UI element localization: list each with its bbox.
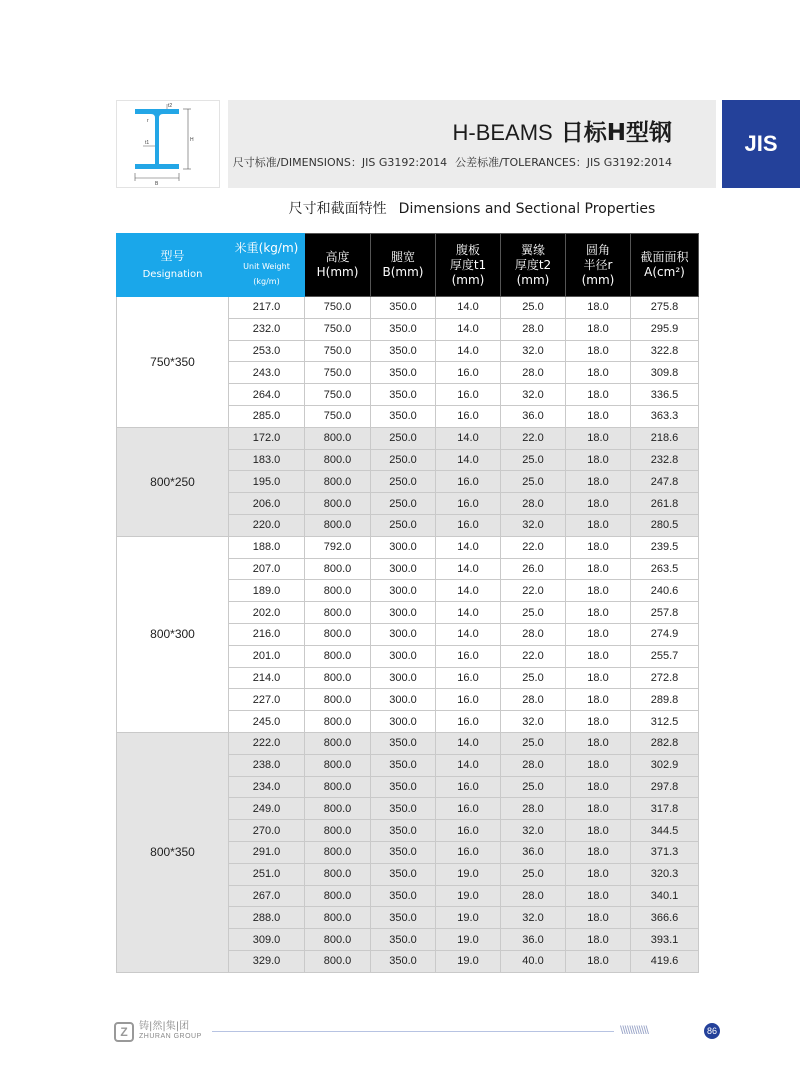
section-title-cn: 尺寸和截面特性 — [288, 201, 387, 217]
table-cell: 800.0 — [305, 711, 371, 733]
table-cell: 320.3 — [631, 863, 699, 885]
table-cell: 800.0 — [305, 493, 371, 515]
table-cell: 363.3 — [631, 405, 699, 427]
table-cell: 350.0 — [371, 297, 436, 319]
table-cell: 297.8 — [631, 776, 699, 798]
table-cell: 18.0 — [566, 929, 631, 951]
table-cell: 16.0 — [436, 841, 501, 863]
t2-label: t2 — [168, 103, 173, 109]
header-web-thickness — [436, 234, 501, 297]
table-cell: 14.0 — [436, 558, 501, 580]
table-cell: 16.0 — [436, 514, 501, 536]
footer-divider — [212, 1031, 614, 1032]
table-cell: 261.8 — [631, 493, 699, 515]
table-cell: 800.0 — [305, 885, 371, 907]
table-cell: 18.0 — [566, 514, 631, 536]
header-radius — [566, 234, 631, 297]
table-cell: 322.8 — [631, 340, 699, 362]
designation-cell: 750*350 — [117, 297, 229, 428]
table-cell: 340.1 — [631, 885, 699, 907]
table-cell: 350.0 — [371, 405, 436, 427]
table-cell: 239.5 — [631, 536, 699, 558]
table-cell: 32.0 — [501, 711, 566, 733]
table-cell: 280.5 — [631, 514, 699, 536]
table-cell: 336.5 — [631, 384, 699, 406]
table-cell: 207.0 — [229, 558, 305, 580]
table-cell: 800.0 — [305, 929, 371, 951]
t1-label: t1 — [145, 140, 150, 146]
table-cell: 25.0 — [501, 449, 566, 471]
company-name-en: ZHURAN GROUP — [139, 1033, 202, 1040]
table-cell: 201.0 — [229, 645, 305, 667]
header-designation-en: Designation — [142, 268, 203, 280]
table-cell: 18.0 — [566, 885, 631, 907]
table-cell: 18.0 — [566, 798, 631, 820]
table-cell: 14.0 — [436, 297, 501, 319]
table-cell: 32.0 — [501, 384, 566, 406]
dimensions-standard: 尺寸标准/DIMENSIONS：JIS G3192:2014 — [232, 156, 448, 169]
table-cell: 32.0 — [501, 340, 566, 362]
table-cell: 28.0 — [501, 754, 566, 776]
header-designation — [117, 234, 229, 297]
dimensions-table — [116, 233, 699, 973]
table-cell: 350.0 — [371, 776, 436, 798]
table-cell: 263.5 — [631, 558, 699, 580]
table-cell: 214.0 — [229, 667, 305, 689]
table-cell: 800.0 — [305, 580, 371, 602]
table-cell: 218.6 — [631, 427, 699, 449]
table-cell: 350.0 — [371, 885, 436, 907]
table-cell: 16.0 — [436, 471, 501, 493]
table-cell: 800.0 — [305, 471, 371, 493]
table-cell: 28.0 — [501, 318, 566, 340]
table-cell: 419.6 — [631, 950, 699, 972]
table-cell: 800.0 — [305, 820, 371, 842]
table-cell: 393.1 — [631, 929, 699, 951]
table-cell: 25.0 — [501, 297, 566, 319]
header-designation-cn: 型号 — [160, 248, 185, 263]
table-cell: 350.0 — [371, 863, 436, 885]
page-number: 86 — [704, 1023, 720, 1039]
footer-slashes: \\\\\\\\\\\\ — [620, 1023, 649, 1037]
table-cell: 274.9 — [631, 623, 699, 645]
table-cell: 19.0 — [436, 863, 501, 885]
table-cell: 302.9 — [631, 754, 699, 776]
h-label: H — [190, 137, 194, 143]
table-cell: 227.0 — [229, 689, 305, 711]
table-cell: 800.0 — [305, 667, 371, 689]
table-cell: 189.0 — [229, 580, 305, 602]
table-cell: 250.0 — [371, 427, 436, 449]
table-cell: 16.0 — [436, 384, 501, 406]
table-cell: 16.0 — [436, 820, 501, 842]
table-cell: 172.0 — [229, 427, 305, 449]
header-flange-thickness — [501, 234, 566, 297]
table-cell: 257.8 — [631, 602, 699, 624]
table-cell: 18.0 — [566, 471, 631, 493]
table-cell: 300.0 — [371, 536, 436, 558]
header-web-line3: (mm) — [451, 272, 485, 287]
header-band — [228, 100, 716, 188]
table-cell: 18.0 — [566, 689, 631, 711]
table-cell: 800.0 — [305, 623, 371, 645]
table-cell: 350.0 — [371, 798, 436, 820]
table-cell: 309.8 — [631, 362, 699, 384]
table-cell: 350.0 — [371, 841, 436, 863]
table-cell: 25.0 — [501, 667, 566, 689]
designation-cell: 800*250 — [117, 427, 229, 536]
table-cell: 800.0 — [305, 776, 371, 798]
header-height — [305, 234, 371, 297]
header-area — [631, 234, 699, 297]
table-cell: 350.0 — [371, 950, 436, 972]
table-cell: 250.0 — [371, 471, 436, 493]
table-cell: 245.0 — [229, 711, 305, 733]
table-cell: 28.0 — [501, 623, 566, 645]
header-width — [371, 234, 436, 297]
table-cell: 18.0 — [566, 623, 631, 645]
table-cell: 19.0 — [436, 929, 501, 951]
table-cell: 22.0 — [501, 645, 566, 667]
logo-text — [139, 1022, 202, 1042]
header-web-line2: 厚度t1 — [449, 257, 487, 272]
header-weight-en: Unit Weight (kg/m) — [243, 262, 290, 286]
table-row — [117, 297, 699, 319]
table-cell: 18.0 — [566, 907, 631, 929]
table-cell: 16.0 — [436, 711, 501, 733]
table-cell: 800.0 — [305, 863, 371, 885]
company-logo — [114, 1022, 202, 1042]
table-row — [117, 427, 699, 449]
table-cell: 800.0 — [305, 950, 371, 972]
table-cell: 18.0 — [566, 297, 631, 319]
table-cell: 19.0 — [436, 885, 501, 907]
table-cell: 300.0 — [371, 711, 436, 733]
table-cell: 800.0 — [305, 449, 371, 471]
header-weight-cn: 米重(kg/m) — [234, 241, 299, 255]
header-width-line1: 腿宽 — [390, 250, 415, 264]
designation-cell: 800*350 — [117, 732, 229, 972]
table-cell: 18.0 — [566, 667, 631, 689]
table-cell: 800.0 — [305, 907, 371, 929]
table-cell: 18.0 — [566, 580, 631, 602]
table-cell: 309.0 — [229, 929, 305, 951]
table-cell: 300.0 — [371, 689, 436, 711]
table-cell: 350.0 — [371, 907, 436, 929]
table-cell: 32.0 — [501, 514, 566, 536]
h-beam-cross-section-icon — [117, 101, 221, 189]
table-cell: 800.0 — [305, 514, 371, 536]
table-cell: 202.0 — [229, 602, 305, 624]
table-cell: 18.0 — [566, 362, 631, 384]
table-cell: 247.8 — [631, 471, 699, 493]
table-cell: 18.0 — [566, 558, 631, 580]
table-cell: 272.8 — [631, 667, 699, 689]
table-cell: 253.0 — [229, 340, 305, 362]
table-cell: 18.0 — [566, 841, 631, 863]
table-cell: 249.0 — [229, 798, 305, 820]
header-flange-line2: 厚度t2 — [514, 257, 552, 272]
header-area-line2: A(cm²) — [644, 265, 685, 279]
table-cell: 18.0 — [566, 449, 631, 471]
table-cell: 18.0 — [566, 493, 631, 515]
table-cell: 350.0 — [371, 732, 436, 754]
table-cell: 267.0 — [229, 885, 305, 907]
table-cell: 238.0 — [229, 754, 305, 776]
h-beam-diagram — [116, 100, 220, 188]
table-cell: 25.0 — [501, 776, 566, 798]
table-cell: 188.0 — [229, 536, 305, 558]
table-cell: 14.0 — [436, 732, 501, 754]
logo-mark-icon: Z — [114, 1022, 134, 1042]
table-cell: 16.0 — [436, 776, 501, 798]
table-cell: 800.0 — [305, 689, 371, 711]
table-cell: 350.0 — [371, 340, 436, 362]
table-cell: 19.0 — [436, 950, 501, 972]
table-cell: 18.0 — [566, 776, 631, 798]
table-cell: 350.0 — [371, 754, 436, 776]
table-cell: 251.0 — [229, 863, 305, 885]
footer — [0, 1020, 800, 1050]
table-cell: 288.0 — [229, 907, 305, 929]
table-cell: 16.0 — [436, 493, 501, 515]
table-cell: 14.0 — [436, 536, 501, 558]
company-name-cn: 铸|然|集|团 — [139, 1021, 190, 1032]
table-cell: 285.0 — [229, 405, 305, 427]
header-height-line1: 高度 — [325, 250, 350, 264]
table-cell: 216.0 — [229, 623, 305, 645]
table-cell: 250.0 — [371, 493, 436, 515]
table-cell: 371.3 — [631, 841, 699, 863]
table-cell: 300.0 — [371, 623, 436, 645]
table-cell: 750.0 — [305, 318, 371, 340]
table-cell: 28.0 — [501, 362, 566, 384]
table-cell: 750.0 — [305, 405, 371, 427]
table-cell: 18.0 — [566, 645, 631, 667]
table-cell: 36.0 — [501, 405, 566, 427]
table-cell: 350.0 — [371, 318, 436, 340]
table-cell: 800.0 — [305, 732, 371, 754]
table-cell: 14.0 — [436, 602, 501, 624]
table-cell: 14.0 — [436, 449, 501, 471]
table-cell: 217.0 — [229, 297, 305, 319]
table-cell: 195.0 — [229, 471, 305, 493]
table-cell: 16.0 — [436, 645, 501, 667]
table-cell: 22.0 — [501, 427, 566, 449]
table-cell: 800.0 — [305, 798, 371, 820]
table-cell: 18.0 — [566, 427, 631, 449]
page-title — [453, 114, 673, 147]
table-header-row — [117, 234, 699, 297]
table-cell: 40.0 — [501, 950, 566, 972]
table-cell: 25.0 — [501, 602, 566, 624]
table-cell: 800.0 — [305, 602, 371, 624]
table-cell: 28.0 — [501, 689, 566, 711]
table-cell: 300.0 — [371, 645, 436, 667]
header-width-line2: B(mm) — [382, 265, 424, 279]
table-cell: 250.0 — [371, 514, 436, 536]
table-cell: 240.6 — [631, 580, 699, 602]
table-cell: 232.8 — [631, 449, 699, 471]
table-cell: 18.0 — [566, 820, 631, 842]
table-cell: 28.0 — [501, 798, 566, 820]
table-cell: 250.0 — [371, 449, 436, 471]
table-cell: 350.0 — [371, 820, 436, 842]
table-cell: 18.0 — [566, 536, 631, 558]
table-cell: 264.0 — [229, 384, 305, 406]
table-cell: 183.0 — [229, 449, 305, 471]
table-cell: 300.0 — [371, 580, 436, 602]
table-cell: 14.0 — [436, 427, 501, 449]
table-cell: 291.0 — [229, 841, 305, 863]
title-en: H-BEAMS — [452, 120, 553, 145]
table-cell: 14.0 — [436, 623, 501, 645]
b-label: B — [155, 181, 159, 187]
table-body — [117, 297, 699, 973]
table-cell: 220.0 — [229, 514, 305, 536]
table-row — [117, 732, 699, 754]
header-flange-line3: (mm) — [516, 272, 550, 287]
table-cell: 800.0 — [305, 754, 371, 776]
table-cell: 18.0 — [566, 732, 631, 754]
r-label: r — [147, 118, 149, 124]
tolerances-standard: 公差标准/TOLERANCES：JIS G3192:2014 — [455, 156, 672, 169]
header-web-line1: 腹板 — [455, 242, 480, 257]
table-cell: 300.0 — [371, 667, 436, 689]
table-cell: 312.5 — [631, 711, 699, 733]
header-radius-line1: 圆角 — [585, 242, 610, 257]
table-cell: 243.0 — [229, 362, 305, 384]
table-cell: 289.8 — [631, 689, 699, 711]
table-cell: 750.0 — [305, 297, 371, 319]
table-cell: 25.0 — [501, 863, 566, 885]
table-cell: 25.0 — [501, 732, 566, 754]
header-radius-line3: (mm) — [581, 272, 615, 287]
table-cell: 18.0 — [566, 863, 631, 885]
table-cell: 16.0 — [436, 689, 501, 711]
table-cell: 234.0 — [229, 776, 305, 798]
table-cell: 18.0 — [566, 384, 631, 406]
table-cell: 300.0 — [371, 602, 436, 624]
table-cell: 300.0 — [371, 558, 436, 580]
table-cell: 26.0 — [501, 558, 566, 580]
table-cell: 329.0 — [229, 950, 305, 972]
designation-cell: 800*300 — [117, 536, 229, 732]
table-cell: 350.0 — [371, 929, 436, 951]
table-cell: 22.0 — [501, 580, 566, 602]
table-cell: 32.0 — [501, 820, 566, 842]
table-cell: 14.0 — [436, 318, 501, 340]
table-cell: 19.0 — [436, 907, 501, 929]
table-cell: 18.0 — [566, 754, 631, 776]
table-cell: 25.0 — [501, 471, 566, 493]
header-area-line1: 截面面积 — [640, 250, 689, 264]
table-cell: 14.0 — [436, 754, 501, 776]
table-cell: 344.5 — [631, 820, 699, 842]
table-cell: 14.0 — [436, 580, 501, 602]
table-cell: 350.0 — [371, 362, 436, 384]
header-radius-line2: 半径r — [583, 257, 613, 272]
table-cell: 800.0 — [305, 841, 371, 863]
table-cell: 800.0 — [305, 427, 371, 449]
table-cell: 18.0 — [566, 602, 631, 624]
table-cell: 282.8 — [631, 732, 699, 754]
table-cell: 222.0 — [229, 732, 305, 754]
table-row — [117, 536, 699, 558]
table-cell: 750.0 — [305, 384, 371, 406]
table-cell: 255.7 — [631, 645, 699, 667]
table-cell: 350.0 — [371, 384, 436, 406]
table-cell: 18.0 — [566, 405, 631, 427]
table-cell: 275.8 — [631, 297, 699, 319]
table-cell: 206.0 — [229, 493, 305, 515]
table-cell: 750.0 — [305, 340, 371, 362]
table-cell: 800.0 — [305, 558, 371, 580]
section-title — [232, 198, 712, 218]
table-cell: 16.0 — [436, 667, 501, 689]
table-cell: 14.0 — [436, 340, 501, 362]
table-cell: 18.0 — [566, 318, 631, 340]
table-cell: 18.0 — [566, 711, 631, 733]
table-cell: 750.0 — [305, 362, 371, 384]
table-cell: 16.0 — [436, 798, 501, 820]
title-cn: 日标H型钢 — [560, 120, 672, 146]
table-cell: 317.8 — [631, 798, 699, 820]
table-cell: 28.0 — [501, 885, 566, 907]
table-cell: 16.0 — [436, 405, 501, 427]
table-cell: 28.0 — [501, 493, 566, 515]
table-cell: 16.0 — [436, 362, 501, 384]
table-cell: 800.0 — [305, 645, 371, 667]
table-cell: 22.0 — [501, 536, 566, 558]
table-cell: 232.0 — [229, 318, 305, 340]
table-cell: 32.0 — [501, 907, 566, 929]
section-title-en: Dimensions and Sectional Properties — [398, 201, 656, 217]
table-cell: 295.9 — [631, 318, 699, 340]
table-cell: 36.0 — [501, 929, 566, 951]
table-cell: 18.0 — [566, 950, 631, 972]
table-cell: 36.0 — [501, 841, 566, 863]
header-weight — [229, 234, 305, 297]
jis-badge: JIS — [722, 100, 800, 188]
table-cell: 270.0 — [229, 820, 305, 842]
header-height-line2: H(mm) — [316, 265, 359, 279]
table-cell: 18.0 — [566, 340, 631, 362]
table-cell: 366.6 — [631, 907, 699, 929]
standards-line — [233, 154, 672, 170]
header-flange-line1: 翼缘 — [520, 242, 545, 257]
table-cell: 792.0 — [305, 536, 371, 558]
